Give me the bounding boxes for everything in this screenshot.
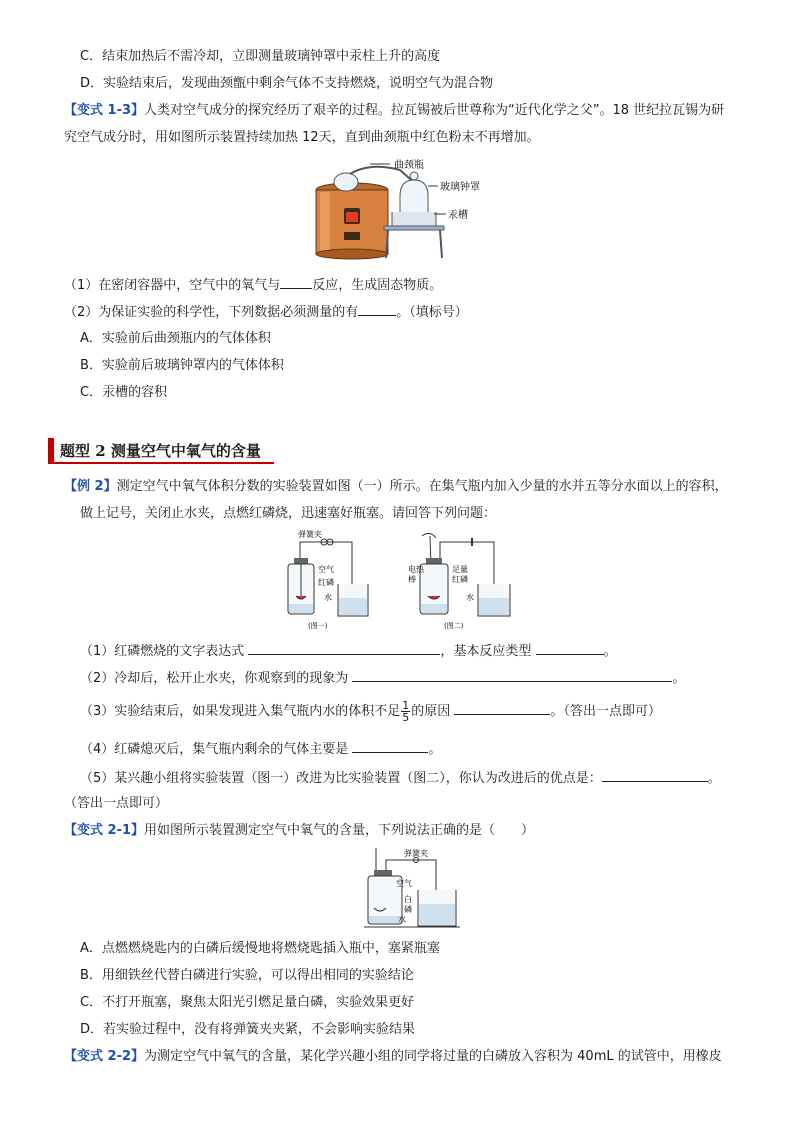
example-tag: 【例 2】 <box>64 479 117 494</box>
section-heading <box>48 438 274 462</box>
ex2-question-2: （2）冷却后，松开止水夹，你观察到的现象为 。 <box>80 671 686 686</box>
section-marker <box>48 438 54 462</box>
variant-2-2-stem: 【变式 2-2】为测定空气中氧气的含量，某化学兴趣小组的同学将过量的白磷放入容积为 40mL 的试管中，用橡皮 <box>64 1049 722 1064</box>
variant-tag: 【变式 2-2】 <box>64 1049 145 1064</box>
variant-1-3-stem-cont: 究空气成分时，用如图所示装置持续加热 12天，直到曲颈瓶中红色粉末不再增加。 <box>64 130 540 145</box>
fig2-water-label: 水 <box>466 593 474 602</box>
fig2-caption: (图二) <box>444 622 464 630</box>
answer-blank[interactable] <box>248 642 440 655</box>
example-2-stem-cont: 做上记号，关闭止水夹，点燃红磷烧，迅速塞好瓶塞。请回答下列问题： <box>80 506 497 521</box>
answer-blank[interactable] <box>352 669 672 682</box>
variant-1-3-stem <box>64 102 724 120</box>
lavoisier-apparatus-figure <box>300 156 500 260</box>
fig2-amount-label-1: 足量 <box>452 565 468 574</box>
fig-air-label: 空气 <box>396 879 412 888</box>
variant-tag: 【变式 1-3】 <box>64 103 145 118</box>
var13-option-a: A．实验前后曲颈瓶内的气体体积 <box>80 331 271 346</box>
fig-phos-label-2: 磷 <box>404 905 412 914</box>
section-underline <box>48 462 274 464</box>
fig1-caption: (图一) <box>308 622 328 630</box>
answer-blank[interactable] <box>536 642 604 655</box>
var21-option-c: C．不打开瓶塞，聚焦太阳光引燃足量白磷，实验效果更好 <box>80 995 415 1010</box>
retort-label: 曲颈瓶 <box>394 160 424 171</box>
fig-water-label: 水 <box>398 915 406 924</box>
example-2-stem: 【例 2】测定空气中氧气体积分数的实验装置如图（一）所示。在集气瓶内加入少量的水并五等分水面以上的容积， <box>64 479 728 494</box>
fig2-amount-label-2: 红磷 <box>452 575 468 584</box>
answer-blank[interactable] <box>358 303 396 316</box>
var13-option-c: C．汞槽的容积 <box>80 385 168 400</box>
fig-clip-label: 弹簧夹 <box>404 849 428 858</box>
variant-2-1-stem: 【变式 2-1】用如图所示装置测定空气中氧气的含量，下列说法正确的是（ ） <box>64 823 535 838</box>
var13-option-b: B．实验前后玻璃钟罩内的气体体积 <box>80 358 284 373</box>
white-phosphorus-apparatus-figure <box>360 846 470 930</box>
ex2-question-3: （3）实验结束后，如果发现进入集气瓶内水的体积不足 $\frac{1}{5}$ 的原因 。（答出一点即可） <box>80 699 661 724</box>
fig1-phosphorus-label: 红磷 <box>318 578 334 587</box>
var21-option-a: A．点燃燃烧匙内的白磷后缓慢地将燃烧匙插入瓶中，塞紧瓶塞 <box>80 941 440 956</box>
section-title: 题型 2 测量空气中氧气的含量 <box>60 442 261 460</box>
fig2-rod-label-2: 棒 <box>408 575 416 584</box>
ex2-question-4: （4）红磷熄灭后，集气瓶内剩余的气体主要是 。 <box>80 742 442 757</box>
fig1-water-label: 水 <box>324 593 332 602</box>
stem-text: 人类对空气成分的探究经历了艰辛的过程。拉瓦锡被后世尊称为“近代化学之父”。18 世纪拉瓦锡为研 <box>144 103 725 118</box>
ex2-question-5: （5）某兴趣小组将实验装置（图一）改进为比实验装置（图二），你认为改进后的优点是： 。 <box>80 771 721 786</box>
oxygen-experiment-figures <box>272 528 522 632</box>
var21-option-b: B．用细铁丝代替白磷进行实验，可以得出相同的实验结论 <box>80 968 414 983</box>
var21-option-d: D．若实验过程中，没有将弹簧夹夹紧，不会影响实验结果 <box>80 1022 416 1037</box>
answer-blank[interactable] <box>280 276 312 289</box>
ex2-question-5-cont: （答出一点即可） <box>64 796 169 811</box>
fig2-rod-label-1: 电热 <box>408 565 424 574</box>
ex2-question-1: （1）红磷燃烧的文字表达式 ，基本反应类型 。 <box>80 644 617 659</box>
answer-blank[interactable] <box>352 740 428 753</box>
answer-blank[interactable] <box>602 769 708 782</box>
variant-tag: 【变式 2-1】 <box>64 823 145 838</box>
answer-blank[interactable] <box>454 702 550 715</box>
option-c: C．结束加热后不需冷却，立即测量玻璃钟罩中汞柱上升的高度 <box>80 49 441 64</box>
bell-jar-label: 玻璃钟罩 <box>440 182 480 193</box>
fig1-clip-label: 弹簧夹 <box>298 530 322 539</box>
fig1-air-label: 空气 <box>318 565 334 574</box>
option-d: D．实验结束后，发现曲颈甑中剩余气体不支持燃烧，说明空气为混合物 <box>80 76 494 91</box>
one-fifth-fraction: $\frac{1}{5}$ <box>402 699 410 724</box>
trough-label: 汞槽 <box>448 210 468 221</box>
fig-phos-label-1: 白 <box>404 895 412 904</box>
var13-question-1: （1）在密闭容器中，空气中的氧气与 反应，生成固态物质。 <box>64 278 443 293</box>
var13-question-2: （2）为保证实验的科学性，下列数据必须测量的有 。（填标号） <box>64 305 468 320</box>
